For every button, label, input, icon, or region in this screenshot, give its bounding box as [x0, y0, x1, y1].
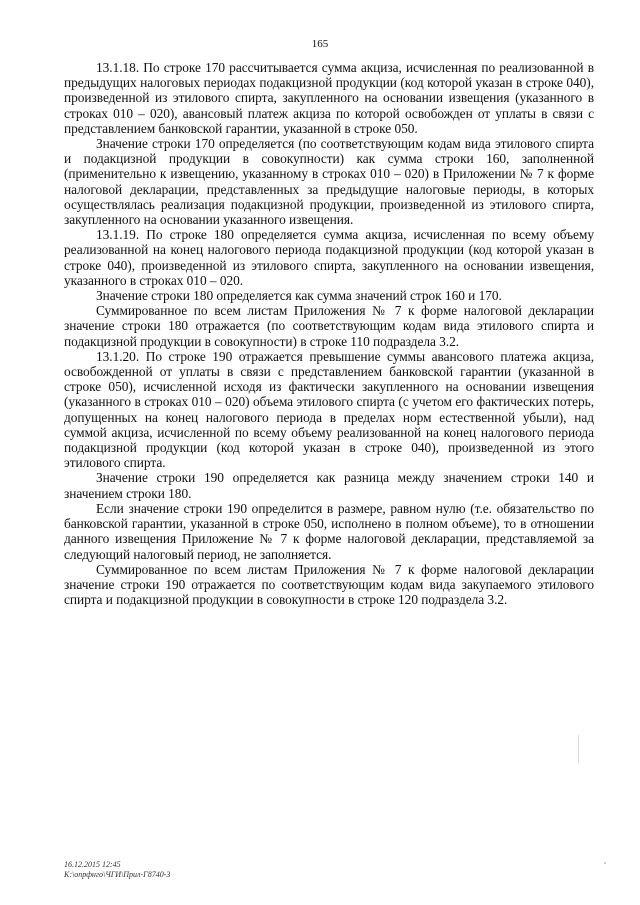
paragraph-13-1-18: 13.1.18. По строке 170 рассчитывается сумма акциза, исчисленная по реализованной в предыдущих налоговых периодах подакцизной продукции (код которой указан в строке 040), произведенной из этилового спирта, закупленного на основании извещения (указанного в строках 010 – 020), авансовый платеж акциза по которой освобожден от уплаты в связи с представлением банковской гарантии, указанной в строке 050.: [64, 60, 594, 136]
document-footer: [64, 860, 170, 880]
paragraph-13-1-20: 13.1.20. По строке 190 отражается превышение суммы авансового платежа акциза, освобожденной от уплаты в связи с представлением банковской гарантии (указанной в строке 050), исчисленной исходя из фактически закупленного на основании извещения (указанного в строках 010 – 020) объема этилового спирта (с учетом его фактических потерь, допущенных на конец налогового периода в пределах норм естественной убыли), над суммой акциза, исчисленной по всему объему реализованной на конец налогового периода подакцизной продукции (код которой указан в строке 040), произведенной из этого этилового спирта.: [64, 348, 594, 471]
paragraph-line-190-zero: Если значение строки 190 определится в размере, равном нулю (т.е. обязательство по банковской гарантии, указанной в строке 050, исполнено в полном объеме), то в отношении данного извещения Приложение № 7 к форме налоговой декларации, представляемой за следующий налоговый период, не заполняется.: [64, 500, 594, 562]
paragraph-13-1-19: 13.1.19. По строке 180 определяется сумма акциза, исчисленная по всему объему реализованной на конец налогового периода подакцизной продукции (код которой указан в строке 040), произведенной из этилового спирта, закупленного на основании извещения, указанного в строках 010 – 020.: [64, 227, 594, 288]
paragraph-line-180-value: Значение строки 180 определяется как сумма значений строк 160 и 170.: [96, 288, 502, 304]
footer-file-path: К:\опрфнго\ЧГИ\Прил-Г8740-3: [64, 870, 171, 879]
footer-timestamp: 16.12.2015 12:45: [64, 860, 121, 869]
scan-artifact-dot: [604, 862, 606, 864]
paragraph-line-190-value: Значение строки 190 определяется как разница между значением строки 140 и значением строки 180.: [64, 470, 594, 501]
page-number: 165: [311, 38, 329, 50]
paragraph-line-180-summary: Суммированное по всем листам Приложения № 7 к форме налоговой декларации значение строки 180 отражается (по соответствующим кодам вида этилового спирта и подакцизной продукции в совокупности) в строке 110 подраздела 3.2.: [64, 303, 594, 349]
paragraph-line-190-summary: Суммированное по всем листам Приложения № 7 к форме налоговой декларации значение строки 190 отражается по соответствующим кодам вида закупаемого этилового спирта и подакцизной продукции в совокупности в строке 120 подраздела 3.2.: [64, 561, 594, 608]
paragraph-line-170-value: Значение строки 170 определяется (по соответствующим кодам вида этилового спирта и подакцизной продукции в совокупности) как сумма строки 160, заполненной (применительно к извещению, указанному в строках 010 – 020) в Приложении № 7 к форме налоговой декларации, представленных за предыдущие налоговые периоды, в которых осуществлялась реализация подакцизной продукции, произведенной из этилового спирта, закупленного на основании указанного извещения.: [64, 136, 594, 228]
scan-artifact-line: [578, 735, 579, 763]
document-body: [64, 60, 594, 607]
